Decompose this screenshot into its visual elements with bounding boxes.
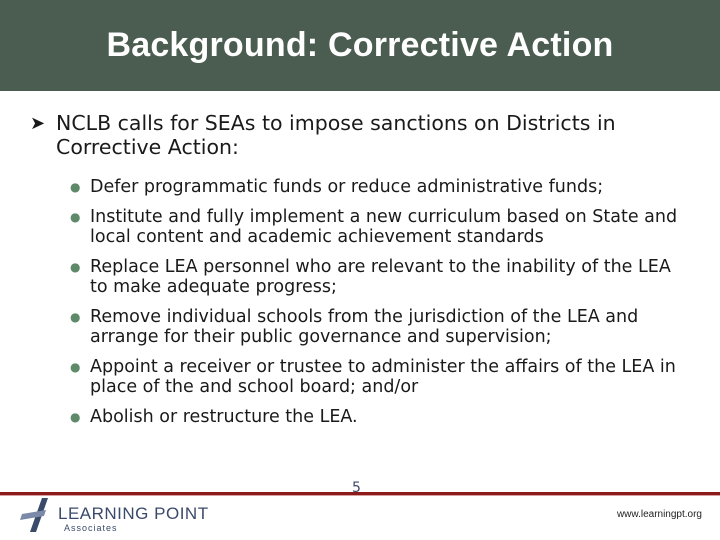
list-item: [70, 257, 690, 297]
dot-icon: ●: [70, 260, 81, 274]
list-item: [70, 407, 690, 427]
main-point: [30, 111, 690, 159]
dot-icon: ●: [70, 360, 81, 374]
logo-text: LEARNING POINT: [58, 504, 209, 523]
list-item: [70, 307, 690, 347]
website-url: www.learningpt.org: [616, 509, 702, 520]
title-bar: [0, 0, 720, 91]
list-item-text: Institute and fully implement a new curriculum based on State and local content and academic achievement standards: [90, 207, 678, 247]
sub-point-list: [70, 177, 690, 437]
list-item: [70, 357, 690, 397]
learning-point-logo: [18, 494, 209, 536]
logo-subtext: Associates: [64, 523, 118, 533]
slide-title: Background: Corrective Action: [106, 26, 614, 64]
dot-icon: ●: [70, 410, 81, 424]
dot-icon: ●: [70, 210, 81, 224]
list-item-text: Appoint a receiver or trustee to administer the affairs of the LEA in place of the and school board; and/or: [90, 357, 676, 397]
list-item: [70, 177, 690, 197]
dot-icon: ●: [70, 310, 81, 324]
logo-mark-icon: [18, 496, 54, 534]
arrow-right-icon: ➤: [30, 113, 46, 134]
list-item: [70, 207, 690, 247]
page-number: 5: [352, 480, 361, 496]
list-item-text: Replace LEA personnel who are relevant to the inability of the LEA to make adequate progress;: [90, 257, 671, 297]
list-item-text: Abolish or restructure the LEA.: [90, 407, 358, 427]
list-item-text: Remove individual schools from the jurisdiction of the LEA and arrange for their public governance and supervision;: [90, 307, 639, 347]
main-point-text: NCLB calls for SEAs to impose sanctions on Districts in Corrective Action:: [56, 111, 616, 159]
list-item-text: Defer programmatic funds or reduce administrative funds;: [90, 177, 604, 197]
dot-icon: ●: [70, 180, 81, 194]
